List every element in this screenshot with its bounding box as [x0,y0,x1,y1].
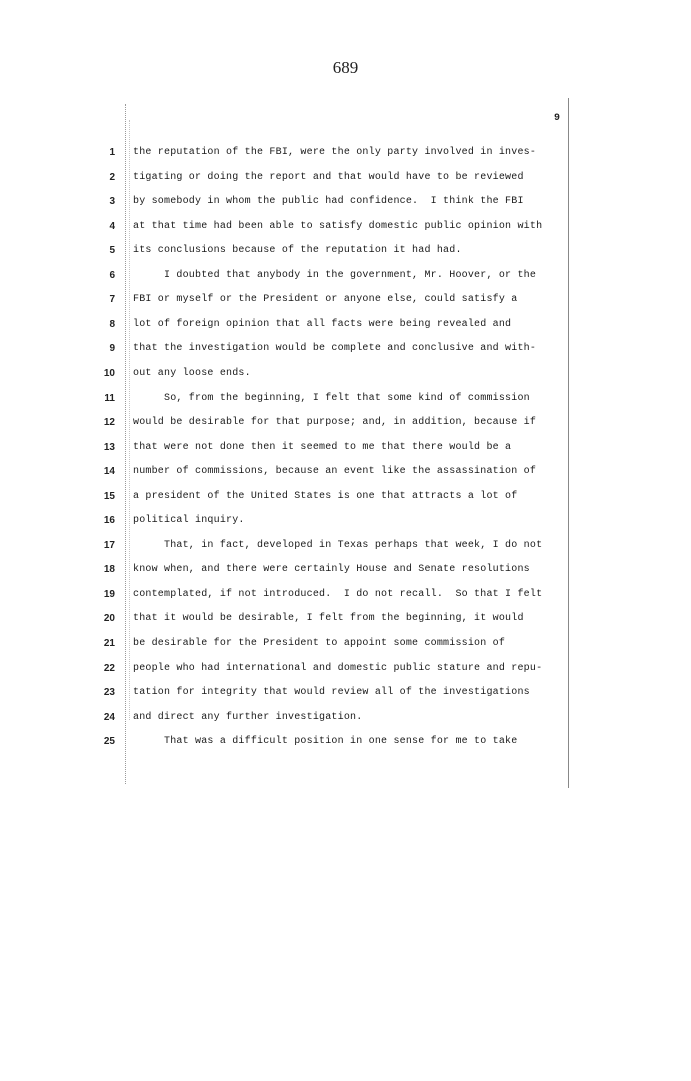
transcript-line [0,440,691,460]
line-text: tation for integrity that would review all of the investigations [133,687,530,699]
page-number: 689 [332,58,359,77]
transcript-line [0,170,691,190]
transcript-line [0,391,691,411]
line-number: 8 [109,318,115,330]
line-number: 12 [103,417,115,429]
transcript-line [0,562,691,582]
transcript-line [0,587,691,607]
line-text: that were not done then it seemed to me that there would be a [133,441,512,453]
line-number: 3 [109,196,115,208]
transcript-line [0,489,691,509]
line-number: 4 [109,220,115,232]
line-text: people who had international and domestic public stature and repu- [133,662,543,674]
line-number: 19 [103,588,115,600]
line-number: 17 [103,539,115,551]
line-number: 21 [103,638,115,649]
line-text: That, in fact, developed in Texas perhaps that week, I do not [133,539,543,551]
transcript-line [0,415,691,435]
line-text: at that time had been able to satisfy domestic public opinion with [133,220,543,232]
line-text: that the investigation would be complete and conclusive and with- [133,343,537,355]
line-number: 13 [103,441,115,453]
line-text: lot of foreign opinion that all facts were being revealed and [133,318,512,330]
line-number: 14 [103,466,115,478]
transcript-line [0,292,691,312]
line-text: contemplated, if not introduced. I do not recall. So that I felt [133,588,543,600]
line-number: 24 [103,711,115,723]
transcript-line [0,366,691,386]
line-number: 1 [109,147,115,158]
transcript-line [0,341,691,361]
line-number: 9 [109,343,115,355]
line-text: and direct any further investigation. [133,711,363,723]
line-text: be desirable for the President to appoint some commission of [133,638,506,649]
line-text: out any loose ends. [133,367,251,379]
line-text: know when, and there were certainly House and Senate resolutions [133,564,530,576]
sheet-number: 9 [553,113,560,124]
transcript-line [0,243,691,263]
transcript-line [0,685,691,705]
transcript-line [0,219,691,239]
line-number: 7 [109,294,115,306]
line-number: 2 [109,171,115,183]
line-number: 5 [109,245,115,257]
line-text: a president of the United States is one that attracts a lot of [133,490,518,502]
line-text: the reputation of the FBI, were the only party involved in inves- [133,147,537,158]
line-text: That was a difficult position in one sense for me to take [133,736,518,748]
line-text: by somebody in whom the public had confidence. I think the FBI [133,196,524,208]
transcript-line [0,611,691,631]
line-number: 22 [103,662,115,674]
transcript-line [0,317,691,337]
line-number: 20 [103,613,115,625]
transcript-line [0,145,691,165]
line-text: its conclusions because of the reputation it had had. [133,245,462,257]
line-text: I doubted that anybody in the government, Mr. Hoover, or the [133,269,537,281]
line-number: 10 [103,367,115,379]
line-number: 6 [109,269,115,281]
line-text: number of commissions, because an event like the assassination of [133,466,537,478]
line-text: tigating or doing the report and that would have to be reviewed [133,171,524,183]
transcript-line [0,464,691,484]
transcript-line [0,194,691,214]
line-number: 23 [103,687,115,699]
transcript-line [0,538,691,558]
line-number: 18 [103,564,115,576]
line-number: 15 [103,490,115,502]
line-number: 11 [104,392,115,404]
line-text: political inquiry. [133,515,245,527]
transcript-line [0,636,691,656]
line-text: that it would be desirable, I felt from the beginning, it would [133,613,524,625]
transcript-line [0,513,691,533]
transcript-line [0,710,691,730]
line-text: FBI or myself or the President or anyone else, could satisfy a [133,294,518,306]
transcript-line [0,734,691,754]
transcript-line [0,661,691,681]
line-text: would be desirable for that purpose; and, in addition, because if [133,417,537,429]
line-text: So, from the beginning, I felt that some kind of commission [133,392,530,404]
transcript-line [0,268,691,288]
line-number: 16 [103,515,115,527]
line-number: 25 [103,736,115,748]
